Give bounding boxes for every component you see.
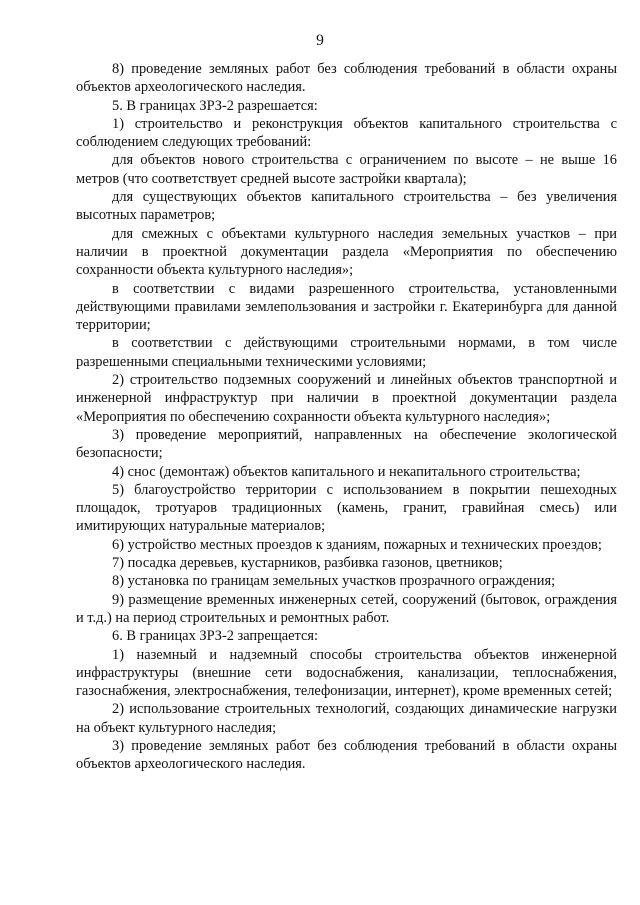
paragraph: в соответствии с действующими строительными нормами, в том числе разрешенными специальными техническими условиями; — [76, 335, 617, 370]
paragraph: в соответствии с видами разрешенного строительства, установленными действующими правилами землепользования и застройки г. Екатеринбурга для данной территории; — [76, 280, 617, 334]
paragraph: 5) благоустройство территории с использованием в покрытии пешеходных площадок, тротуаров традиционных (камень, гранит, гравийная смесь) или имитирующих натуральные материалов; — [76, 481, 617, 535]
paragraph: 8) проведение земляных работ без соблюдения требований в области охраны объектов археологического наследия. — [76, 61, 617, 96]
paragraph: 8) установка по границам земельных участков прозрачного ограждения; — [112, 573, 556, 590]
paragraph: 3) проведение мероприятий, направленных на обеспечение экологической безопасности; — [76, 426, 617, 462]
document-body — [76, 60, 617, 774]
paragraph: 9) размещение временных инженерных сетей, сооружений (бытовок, ограждения и т.д.) на период строительных и ремонтных работ. — [76, 591, 617, 626]
paragraph: для смежных с объектами культурного наследия земельных участков – при наличии в проектной документации раздела «Мероприятия по обеспечению сохранности объекта культурного наследия»; — [76, 225, 617, 279]
paragraph: 3) проведение земляных работ без соблюдения требований в области охраны объектов археологического наследия. — [76, 737, 617, 773]
paragraph: 1) наземный и надземный способы строительства объектов инженерной инфраструктуры (внешние сети водоснабжения, канализации, теплоснабжения, газоснабжения, электроснабжения, телефонизации, интернет), кроме временных сетей; — [76, 646, 617, 700]
paragraph: 7) посадка деревьев, кустарников, разбивка газонов, цветников; — [112, 555, 503, 572]
section-heading: 5. В границах ЗРЗ-2 разрешается: — [112, 97, 318, 114]
page-number: 9 — [316, 32, 324, 49]
paragraph: 4) снос (демонтаж) объектов капитального и некапитального строительства; — [112, 463, 581, 480]
paragraph: 2) строительство подземных сооружений и линейных объектов транспортной и инженерной инфраструктур при наличии в проектной документации раздела «Мероприятия по обеспечению сохранности объекта культурного наследия»; — [76, 372, 617, 425]
paragraph: для объектов нового строительства с ограничением по высоте – не выше 16 метров (что соответствует средней высоте застройки квартала); — [76, 152, 617, 187]
paragraph: 1) строительство и реконструкция объектов капитального строительства с соблюдением следующих требований: — [76, 115, 617, 151]
section-heading: 6. В границах ЗРЗ-2 запрещается: — [112, 628, 319, 645]
paragraph: для существующих объектов капитального строительства – без увеличения высотных параметров; — [76, 189, 617, 224]
paragraph: 2) использование строительных технологий, создающих динамические нагрузки на объект культурного наследия; — [76, 701, 617, 736]
paragraph: 6) устройство местных проездов к зданиям, пожарных и технических проездов; — [112, 536, 602, 553]
